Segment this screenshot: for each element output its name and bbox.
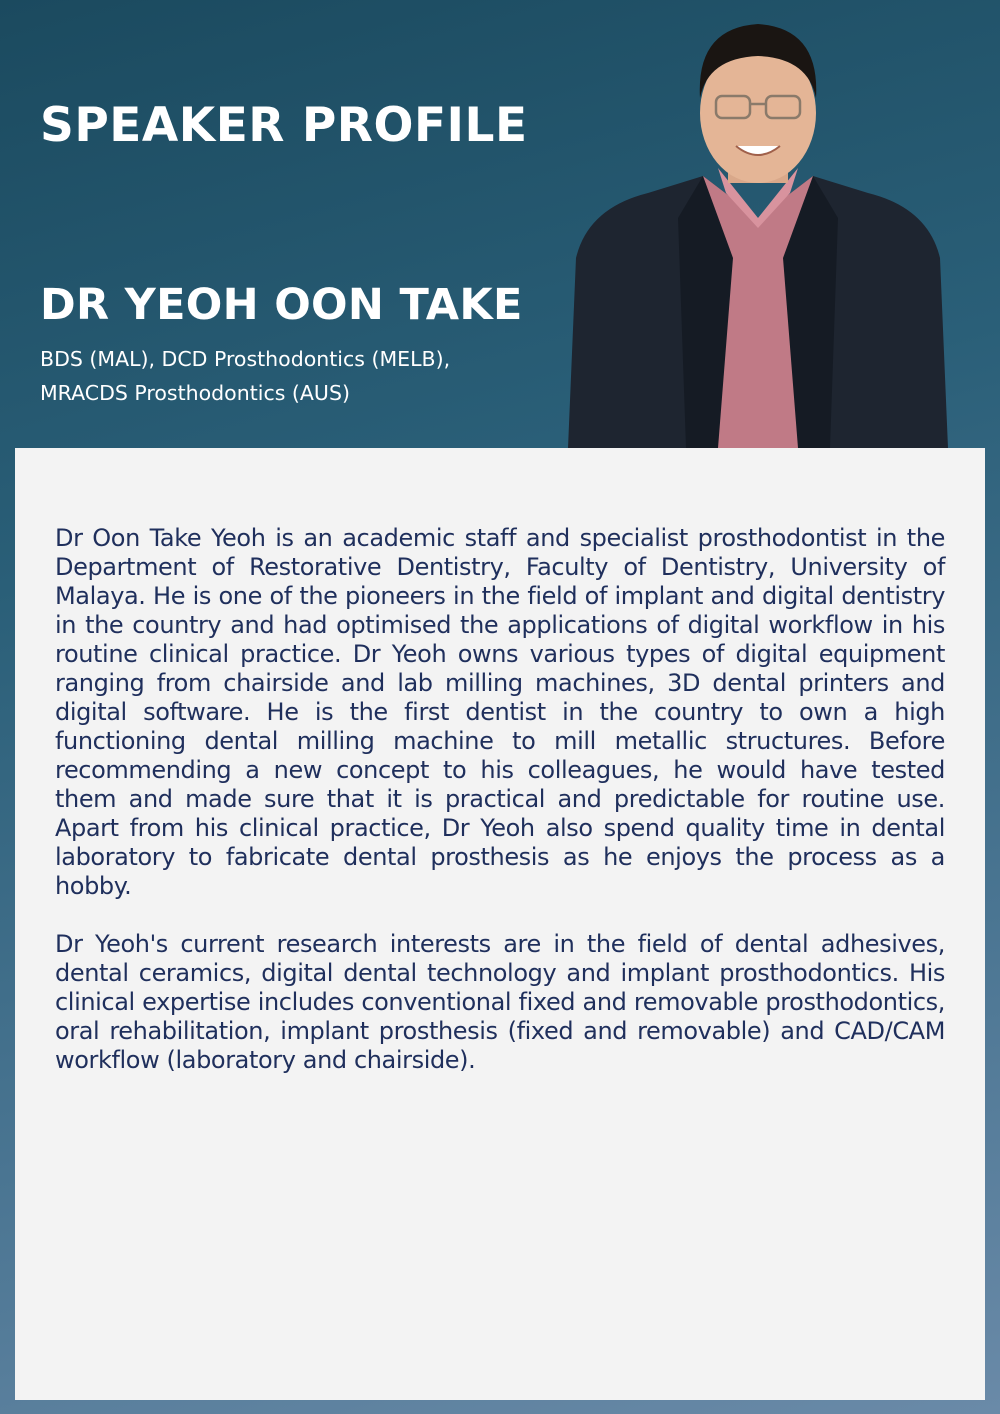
credentials-line-2: MRACDS Prosthodontics (AUS) (40, 381, 350, 405)
bio-paragraph-2: Dr Yeoh's current research interests are in the field of dental adhesives, dental ceramics, digital dental technology and implant prosthodontics. His clinical expertise includes conventional fixed and removable prosthodontics, oral rehabilitation, implant prosthesis (fixed and removable) and CAD/CAM workflow (laboratory and chairside). (55, 930, 945, 1074)
speaker-portrait-photo (568, 18, 948, 448)
speaker-name: DR YEOH OON TAKE (40, 280, 523, 330)
speaker-credentials (40, 342, 450, 410)
bio-text (55, 524, 945, 1075)
page-title: SPEAKER PROFILE (40, 98, 528, 153)
credentials-line-1: BDS (MAL), DCD Prosthodontics (MELB), (40, 347, 451, 371)
bio-card (15, 448, 985, 1400)
profile-header (0, 0, 1000, 448)
bio-paragraph-1: Dr Oon Take Yeoh is an academic staff and specialist prosthodontist in the Department of Restorative Dentistry, Faculty of Dentistry, University of Malaya. He is one of the pioneers in the field of implant and digital dentistry in the country and had optimised the applications of digital workflow in his routine clinical practice. Dr Yeoh owns various types of digital equipment ranging from chairside and lab milling machines, 3D dental printers and digital software. He is the first dentist in the country to own a high functioning dental milling machine to mill metallic structures. Before recommending a new concept to his colleagues, he would have tested them and made sure that it is practical and predictable for routine use. Apart from his clinical practice, Dr Yeoh also spend quality time in dental laboratory to fabricate dental prosthesis as he enjoys the process as a hobby. (55, 524, 945, 900)
